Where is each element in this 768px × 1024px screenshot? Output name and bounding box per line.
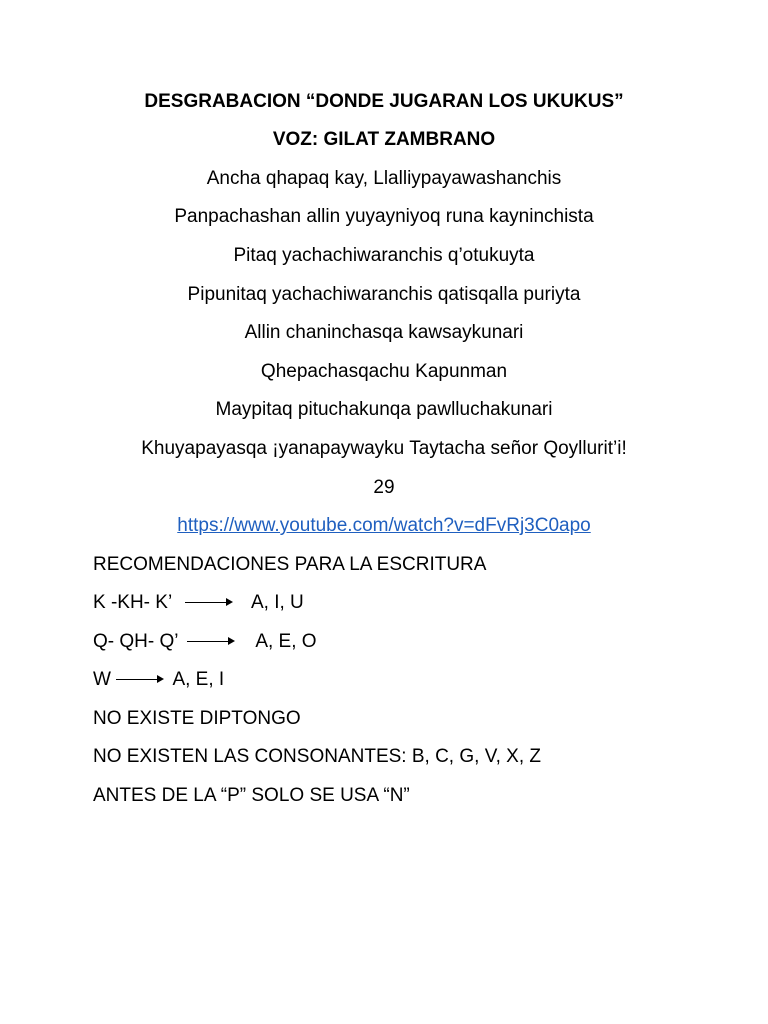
right-arrow-icon [185,598,233,608]
recommendations-heading: RECOMENDACIONES PARA LA ESCRITURA [93,554,487,575]
page-number: 29 [373,477,395,498]
rule-vowels: A, I, U [250,592,304,613]
right-arrow-icon [116,675,164,685]
lyric-line: Qhepachasqachu Kapunman [260,361,508,382]
rule-row [93,591,304,615]
note-line: ANTES DE LA “P” SOLO SE USA “N” [93,785,410,806]
lyric-line: Maypitaq pituchakunqa pawlluchakunari [215,399,553,420]
lyric-line: Pitaq yachachiwaranchis q’otukuyta [233,245,535,266]
note-line: NO EXISTEN LAS CONSONANTES: B, C, G, V, X, Z [93,746,542,767]
youtube-link-row [0,514,768,538]
voice-credit: VOZ: GILAT ZAMBRANO [272,129,496,150]
right-arrow-icon [187,637,235,647]
rule-row [93,668,224,692]
lyric-line: Allin chaninchasqa kawsaykunari [244,322,524,343]
document-title: DESGRABACION “DONDE JUGARAN LOS UKUKUS” [144,91,624,112]
lyric-line: Khuyapayasqa ¡yanapaywayku Taytacha señor Qoyllurit’i! [141,438,627,459]
rule-row [93,630,317,654]
rule-vowels: A, E, O [255,631,317,652]
rule-vowels: A, E, I [172,669,225,690]
note-line: NO EXISTE DIPTONGO [93,708,301,729]
lyric-line: Pipunitaq yachachiwaranchis qatisqalla puriyta [187,284,581,305]
lyric-line: Panpachashan allin yuyayniyoq runa kayninchista [174,206,594,227]
rule-consonants: W [93,669,111,690]
rule-consonants: Q- QH- Q’ [93,631,178,652]
rule-consonants: K -KH- K’ [93,592,172,613]
youtube-link[interactable]: https://www.youtube.com/watch?v=dFvRj3C0apo [177,515,591,536]
lyric-line: Ancha qhapaq kay, Llalliypayawashanchis [206,168,562,189]
